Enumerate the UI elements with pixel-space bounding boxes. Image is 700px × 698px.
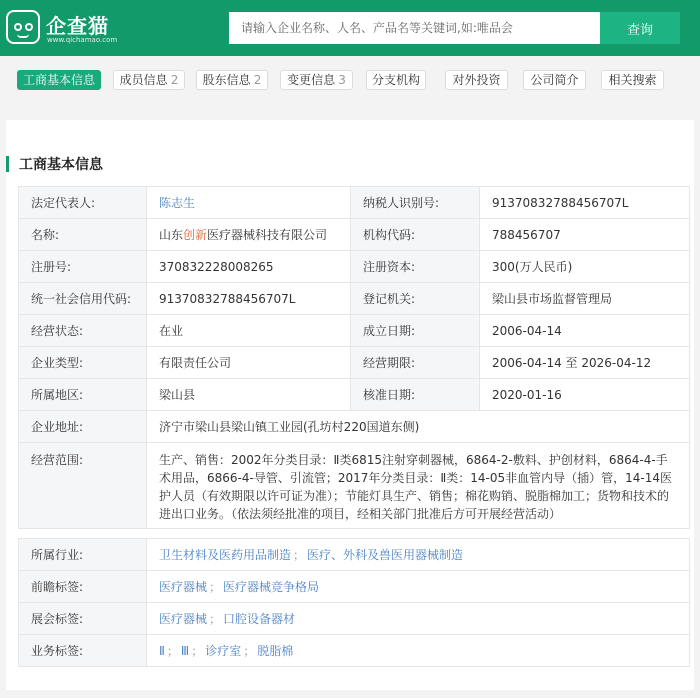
tab-company-profile[interactable]: 公司简介 bbox=[523, 70, 586, 90]
industry-label: 所属行业: bbox=[19, 539, 147, 571]
tab-branches[interactable]: 分支机构 bbox=[366, 70, 426, 90]
legal-rep-value bbox=[147, 187, 351, 219]
outlook-label: 前瞻标签: bbox=[19, 571, 147, 603]
search-input[interactable] bbox=[229, 12, 600, 44]
logo-name: 企查猫 bbox=[46, 14, 109, 38]
authority-value: 梁山县市场监督管理局 bbox=[480, 283, 690, 315]
business-tag[interactable]: 脱脂棉 bbox=[257, 643, 294, 658]
org-code-value: 788456707 bbox=[480, 219, 690, 251]
tab-related-search[interactable]: 相关搜索 bbox=[601, 70, 664, 90]
table-row bbox=[19, 283, 690, 315]
table-row bbox=[19, 443, 690, 529]
approved-value: 2020-01-16 bbox=[480, 379, 690, 411]
tax-id-label: 纳税人识别号: bbox=[351, 187, 480, 219]
credit-code-value: 91370832788456707L bbox=[147, 283, 351, 315]
outlook-tag[interactable]: 医疗器械 bbox=[159, 579, 208, 594]
outlook-tags: 医疗器械 ； 医疗器械竞争格局 bbox=[147, 571, 690, 603]
exhibit-tags: 医疗器械 ； 口腔设备器材 bbox=[147, 603, 690, 635]
legal-rep-label: 法定代表人: bbox=[19, 187, 147, 219]
company-name-value: 山东创新医疗器械科技有限公司 bbox=[147, 219, 351, 251]
tags-table bbox=[18, 538, 690, 667]
tab-business-info[interactable]: 工商基本信息 bbox=[17, 70, 101, 90]
table-row bbox=[19, 347, 690, 379]
tab-members[interactable]: 成员信息 2 bbox=[113, 70, 185, 90]
address-label: 企业地址: bbox=[19, 411, 147, 443]
address-value: 济宁市梁山县梁山镇工业园(孔坊村220国道东侧) bbox=[147, 411, 690, 443]
cat-logo-icon bbox=[6, 10, 40, 44]
reg-no-label: 注册号: bbox=[19, 251, 147, 283]
company-name-label: 名称: bbox=[19, 219, 147, 251]
org-code-label: 机构代码: bbox=[351, 219, 480, 251]
tab-changes[interactable]: 变更信息 3 bbox=[280, 70, 353, 90]
table-row bbox=[19, 379, 690, 411]
capital-value: 300(万人民币) bbox=[480, 251, 690, 283]
region-label: 所属地区: bbox=[19, 379, 147, 411]
table-row bbox=[19, 187, 690, 219]
business-tag[interactable]: 诊疗室 bbox=[205, 643, 242, 658]
status-label: 经营状态: bbox=[19, 315, 147, 347]
founded-value: 2006-04-14 bbox=[480, 315, 690, 347]
table-row bbox=[19, 603, 690, 635]
business-info-table bbox=[18, 186, 690, 529]
exhibit-tag[interactable]: 医疗器械 bbox=[159, 611, 208, 626]
tab-shareholders[interactable]: 股东信息 2 bbox=[196, 70, 268, 90]
type-label: 企业类型: bbox=[19, 347, 147, 379]
section-accent-bar bbox=[6, 156, 9, 172]
term-label: 经营期限: bbox=[351, 347, 480, 379]
type-value: 有限责任公司 bbox=[147, 347, 351, 379]
exhibit-label: 展会标签: bbox=[19, 603, 147, 635]
table-row bbox=[19, 411, 690, 443]
scope-label: 经营范围: bbox=[19, 443, 147, 529]
tax-id-value: 91370832788456707L bbox=[480, 187, 690, 219]
credit-code-label: 统一社会信用代码: bbox=[19, 283, 147, 315]
business-label: 业务标签: bbox=[19, 635, 147, 667]
table-row bbox=[19, 251, 690, 283]
reg-no-value: 370832228008265 bbox=[147, 251, 351, 283]
search-button[interactable]: 查询 bbox=[600, 12, 680, 44]
table-row bbox=[19, 315, 690, 347]
outlook-tag[interactable]: 医疗器械竞争格局 bbox=[223, 579, 320, 594]
site-logo[interactable] bbox=[6, 10, 118, 46]
term-value: 2006-04-14 至 2026-04-12 bbox=[480, 347, 690, 379]
industry-tags: 卫生材料及医药用品制造 ； 医疗、外科及兽医用器械制造 bbox=[147, 539, 690, 571]
table-row bbox=[19, 571, 690, 603]
site-header bbox=[0, 0, 700, 56]
table-row bbox=[19, 219, 690, 251]
tab-bar bbox=[0, 62, 700, 100]
region-value: 梁山县 bbox=[147, 379, 351, 411]
tab-investments[interactable]: 对外投资 bbox=[445, 70, 508, 90]
logo-url: www.qichamao.com bbox=[47, 36, 118, 44]
industry-tag[interactable]: 卫生材料及医药用品制造 bbox=[159, 547, 292, 562]
table-row bbox=[19, 635, 690, 667]
table-row bbox=[19, 539, 690, 571]
founded-label: 成立日期: bbox=[351, 315, 480, 347]
approved-label: 核准日期: bbox=[351, 379, 480, 411]
legal-rep-link[interactable]: 陈志生 bbox=[159, 195, 196, 210]
business-tag[interactable]: Ⅲ bbox=[180, 643, 190, 658]
business-tags: Ⅱ ； Ⅲ ； 诊疗室 ； 脱脂棉 bbox=[147, 635, 690, 667]
exhibit-tag[interactable]: 口腔设备器材 bbox=[223, 611, 296, 626]
business-tag[interactable]: Ⅱ bbox=[159, 643, 165, 658]
section-title: 工商基本信息 bbox=[19, 157, 103, 173]
authority-label: 登记机关: bbox=[351, 283, 480, 315]
scope-value: 生产、销售：2002年分类目录：Ⅱ类6815注射穿刺器械，6864-2-敷料、护创材料，6864-4-手术用品，6866-4-导管、引流管；2017年分类目录：Ⅱ类：14-05非血管内导（插）管，14-14医护人员（有效期限以许可证为准）；节能灯具生产、销售；棉花购销、脱脂棉加工；货物和技术的进出口业务。（依法须经批准的项目，经相关部门批准后方可开展经营活动） bbox=[147, 443, 690, 529]
status-value: 在业 bbox=[147, 315, 351, 347]
industry-tag[interactable]: 医疗、外科及兽医用器械制造 bbox=[307, 547, 464, 562]
info-panel bbox=[6, 120, 694, 690]
capital-label: 注册资本: bbox=[351, 251, 480, 283]
